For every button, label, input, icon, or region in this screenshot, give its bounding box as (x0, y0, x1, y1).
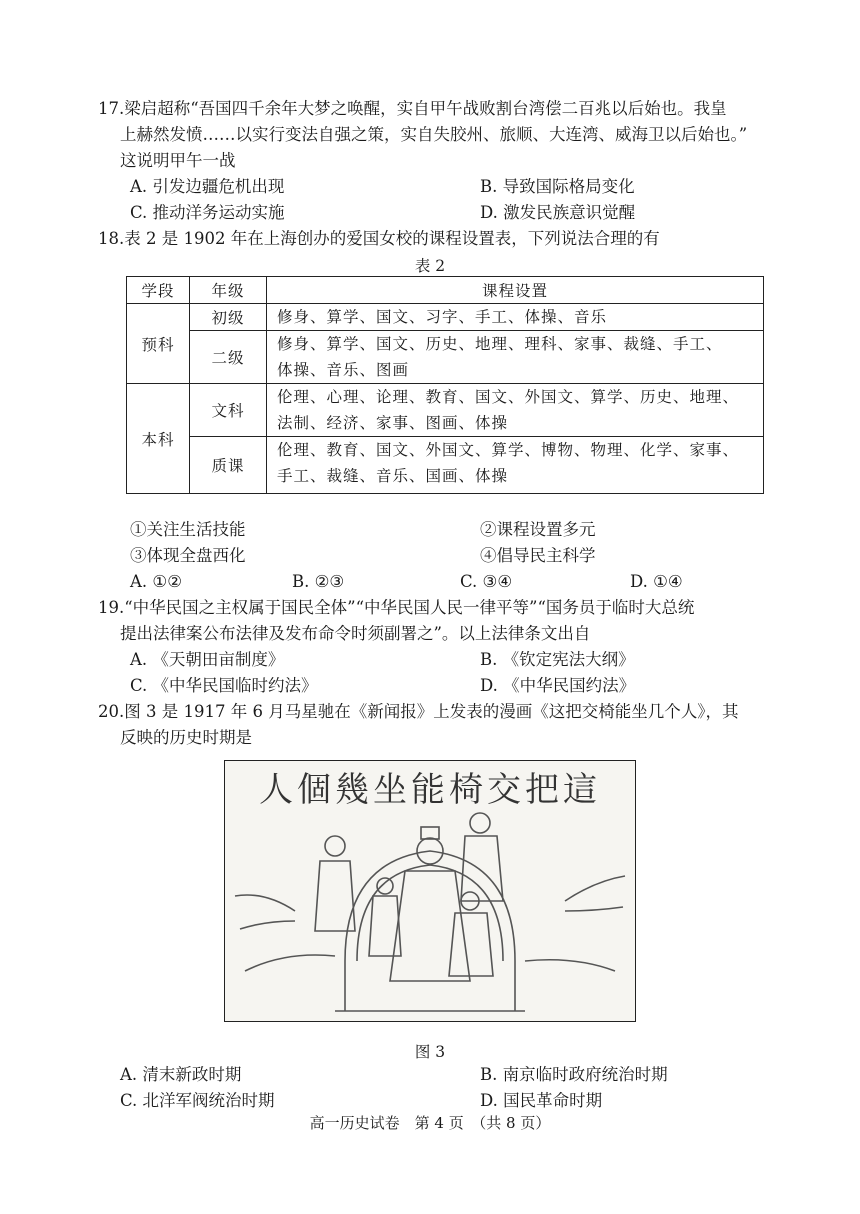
q20-option-c[interactable]: C. 北洋军阀统治时期 (120, 1091, 275, 1110)
courses-cell (267, 437, 764, 494)
cartoon-title: 人個幾坐能椅交把這 (259, 770, 601, 810)
courses-line: 修身、算学、国文、历史、地理、理科、家事、裁缝、手工、 (277, 335, 723, 353)
table-row (127, 304, 764, 331)
header-grade: 年级 (190, 277, 267, 304)
page-footer: 高一历史试卷 第 4 页 （共 8 页） (309, 1114, 551, 1132)
table-row (127, 384, 764, 437)
grade-cell: 初级 (190, 304, 267, 331)
q18-option-b[interactable]: B. ②③ (292, 572, 345, 591)
header-stage: 学段 (127, 277, 190, 304)
courses-line: 伦理、教育、国文、外国文、算学、博物、物理、化学、家事、 (277, 441, 740, 459)
q19-option-d[interactable]: D. 《中华民国约法》 (480, 676, 636, 695)
cartoon-drawing (235, 813, 625, 1011)
stage-main: 本科 (127, 384, 190, 494)
figure-caption: 图 3 (414, 1043, 446, 1061)
cartoon-figure (224, 760, 636, 1022)
q17-stem-line-1: 17.梁启超称“吾国四千余年大梦之唤醒，实自甲午战败割台湾偿二百兆以后始也。我皇 (98, 99, 727, 118)
q20-stem-line-1: 20.图 3 是 1917 年 6 月马星驰在《新闻报》上发表的漫画《这把交椅能坐几个人》，其 (98, 702, 739, 721)
stage-prep: 预科 (127, 304, 190, 384)
q20-option-d[interactable]: D. 国民革命时期 (480, 1091, 603, 1110)
q17-stem-line-2: 上赫然发愤……以实行变法自强之策，实自失胶州、旅顺、大连湾、威海卫以后始也。” (120, 125, 748, 144)
courses-line: 法制、经济、家事、图画、体操 (277, 414, 509, 432)
table-row (127, 437, 764, 494)
grade-cell: 二级 (190, 331, 267, 384)
q17-option-c[interactable]: C. 推动洋务运动实施 (130, 203, 285, 222)
table-row (127, 331, 764, 384)
courses-cell (267, 384, 764, 437)
q18-statement-4: ④倡导民主科学 (480, 546, 596, 565)
q19-stem-line-1: 19.“中华民国之主权属于国民全体”“中华民国人民一律平等”“国务员于临时大总统 (98, 598, 695, 617)
courses-line: 修身、算学、国文、习字、手工、体操、音乐 (277, 308, 608, 326)
curriculum-table (126, 276, 764, 494)
q18-statement-2: ②课程设置多元 (480, 520, 596, 539)
q17-option-a[interactable]: A. 引发边疆危机出现 (130, 177, 285, 196)
q20-option-a[interactable]: A. 清末新政时期 (120, 1065, 242, 1084)
q18-option-a[interactable]: A. ①② (130, 572, 182, 591)
courses-cell (267, 331, 764, 384)
q17-option-b[interactable]: B. 导致国际格局变化 (480, 177, 635, 196)
q19-option-b[interactable]: B. 《钦定宪法大纲》 (480, 650, 635, 669)
courses-cell (267, 304, 764, 331)
table-header-row (127, 277, 764, 304)
q18-option-c[interactable]: C. ③④ (460, 572, 513, 591)
q18-statement-1: ①关注生活技能 (130, 520, 246, 539)
cartoon-illustration (225, 761, 635, 1021)
q18-option-d[interactable]: D. ①④ (630, 572, 683, 591)
grade-cell: 质课 (190, 437, 267, 494)
courses-line: 体操、音乐、图画 (277, 361, 410, 379)
q17-stem-line-3: 这说明甲午一战 (120, 151, 236, 170)
courses-line: 伦理、心理、论理、教育、国文、外国文、算学、历史、地理、 (277, 388, 740, 406)
q19-stem-line-2: 提出法律案公布法律及发布命令时须副署之”。以上法律条文出自 (120, 624, 591, 643)
q20-stem-line-2: 反映的历史时期是 (120, 728, 252, 747)
table-caption: 表 2 (414, 257, 446, 275)
grade-cell: 文科 (190, 384, 267, 437)
header-courses: 课程设置 (267, 277, 764, 304)
courses-line: 手工、裁缝、音乐、国画、体操 (277, 467, 509, 485)
q19-option-c[interactable]: C. 《中华民国临时约法》 (130, 676, 318, 695)
q20-option-b[interactable]: B. 南京临时政府统治时期 (480, 1065, 668, 1084)
q19-option-a[interactable]: A. 《天朝田亩制度》 (130, 650, 285, 669)
q18-stem-line-1: 18.表 2 是 1902 年在上海创办的爱国女校的课程设置表，下列说法合理的有 (98, 229, 660, 248)
q17-option-d[interactable]: D. 激发民族意识觉醒 (480, 203, 636, 222)
q18-statement-3: ③体现全盘西化 (130, 546, 246, 565)
